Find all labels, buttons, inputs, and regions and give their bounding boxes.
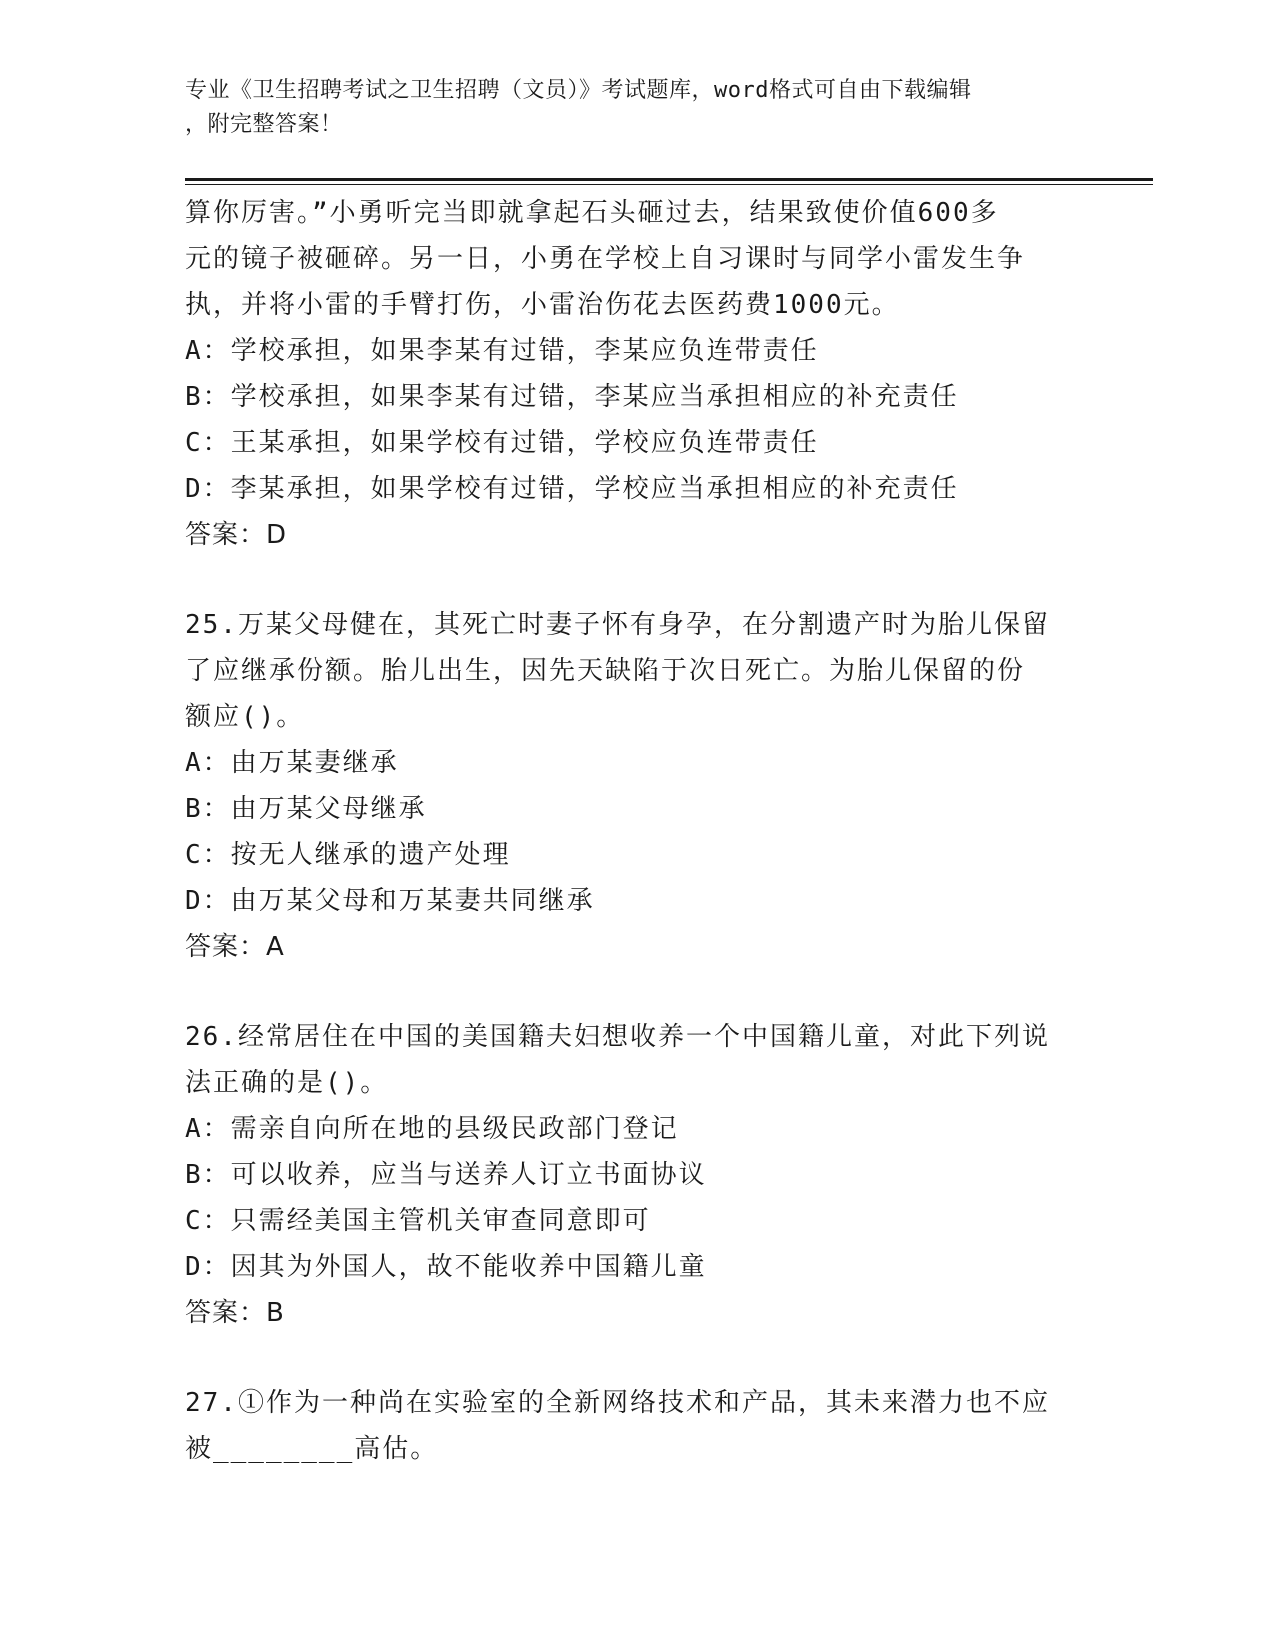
option-c: C：王某承担，如果学校有过错，学校应负连带责任 [185, 428, 819, 458]
stem-line: 被________高估。 [185, 1434, 439, 1464]
option-list [185, 328, 1085, 512]
option-a: A：需亲自向所在地的县级民政部门登记 [185, 1114, 679, 1144]
header-divider-thick [185, 178, 1153, 181]
option-b: B：可以收养，应当与送养人订立书面协议 [185, 1160, 707, 1190]
stem-line: 执，并将小雷的手臂打伤，小雷治伤花去医药费1000元。 [185, 290, 900, 320]
question-27 [185, 1380, 1085, 1472]
option-list [185, 740, 1085, 924]
header-line-1: 专业《卫生招聘考试之卫生招聘（文员）》考试题库，word格式可自由下载编辑 [185, 78, 972, 103]
option-d: D：由万某父母和万某妻共同继承 [185, 886, 595, 916]
option-d: D：李某承担，如果学校有过错，学校应当承担相应的补充责任 [185, 474, 959, 504]
stem-line: 25.万某父母健在，其死亡时妻子怀有身孕，在分割遗产时为胎儿保留 [185, 610, 1050, 640]
stem-line: 了应继承份额。胎儿出生，因先天缺陷于次日死亡。为胎儿保留的份 [185, 656, 1026, 686]
option-a: A：学校承担，如果李某有过错，李某应负连带责任 [185, 336, 819, 366]
option-b: B：学校承担，如果李某有过错，李某应当承担相应的补充责任 [185, 382, 959, 412]
option-b: B：由万某父母继承 [185, 794, 427, 824]
stem-line: 26.经常居住在中国的美国籍夫妇想收养一个中国籍儿童，对此下列说 [185, 1022, 1050, 1052]
answer-line: 答案：B [185, 1298, 285, 1328]
stem-line: 27.①作为一种尚在实验室的全新网络技术和产品，其未来潜力也不应 [185, 1388, 1050, 1418]
question-stem [185, 190, 1085, 328]
answer-line: 答案：D [185, 520, 288, 550]
option-a: A：由万某妻继承 [185, 748, 399, 778]
option-d: D：因其为外国人，故不能收养中国籍儿童 [185, 1252, 707, 1282]
question-stem [185, 1014, 1085, 1106]
stem-line: 额应()。 [185, 702, 305, 732]
header-divider-thin [185, 184, 1153, 185]
option-c: C：按无人继承的遗产处理 [185, 840, 511, 870]
question-24 [185, 190, 1085, 558]
stem-line: 算你厉害。”小勇听完当即就拿起石头砸过去，结果致使价值600多 [185, 198, 999, 228]
document-header [185, 74, 1065, 142]
question-26 [185, 1014, 1085, 1336]
stem-line: 元的镜子被砸碎。另一日，小勇在学校上自习课时与同学小雷发生争 [185, 244, 1026, 274]
question-stem [185, 1380, 1085, 1472]
option-c: C：只需经美国主管机关审查同意即可 [185, 1206, 651, 1236]
option-list [185, 1106, 1085, 1290]
question-stem [185, 602, 1085, 740]
stem-line: 法正确的是()。 [185, 1068, 389, 1098]
question-25 [185, 602, 1085, 970]
question-list [185, 190, 1085, 1516]
header-line-2: ，附完整答案！ [185, 112, 343, 137]
answer-line: 答案：A [185, 932, 285, 962]
